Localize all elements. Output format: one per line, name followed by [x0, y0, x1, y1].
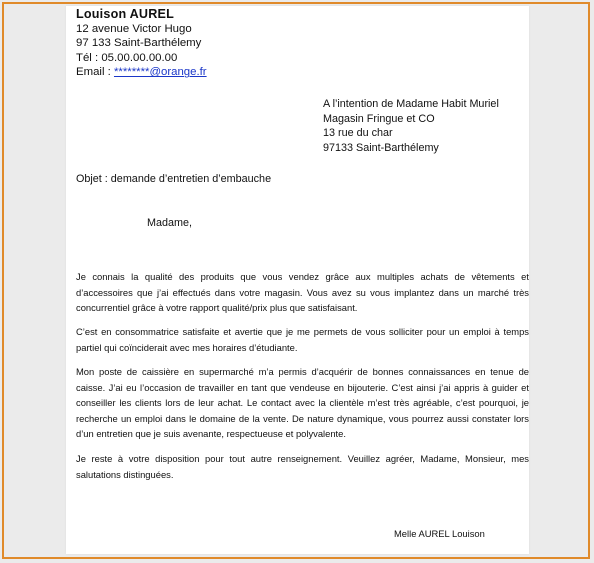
sender-name: Louison AUREL: [76, 7, 174, 21]
recipient-line-4: 97133 Saint-Barthélemy: [323, 141, 439, 154]
recipient-block: [323, 97, 499, 155]
recipient-line-3: 13 rue du char: [323, 127, 393, 140]
signature: Melle AUREL Louison: [394, 528, 485, 539]
email-link[interactable]: ********@orange.fr: [113, 66, 207, 79]
email-label: Email :: [76, 66, 114, 79]
subject-line: Objet : demande d’entretien d’embauche: [76, 173, 272, 185]
sender-city: 97 133 Saint-Barthélemy: [76, 37, 202, 50]
sender-email-line: [76, 65, 207, 80]
paragraph-3: Mon poste de caissière en supermarché m’a permis d’acquérir de bonnes connaissances en tenue de caisse. J’ai eu l’occasion de travailler en tant que vendeuse en bijouterie. C’est ainsi j’ai appris à guider et conseiller les clients lors de leur achat. Le contact avec la clientèle m’est très agréable, c’est pourquoi, je recherche un emploi dans le domaine de la vente. De nature dynamique, vous pourrez aussi constater lors d’un entretien que je suis avenante, respectueuse et polyvalente.: [76, 366, 529, 439]
recipient-line-1: A l’intention de Madame Habit Muriel: [323, 98, 499, 110]
paragraph-1: Je connais la qualité des produits que vous vendez grâce aux multiples achats de vêtements et d’accessoires que j’ai effectués dans votre magasin. Vous avez su vous implantez dans un marché très concurrentiel grâce à votre rapport qualité/prix plus que satisfaisant.: [76, 271, 529, 313]
recipient-line-2: Magasin Fringue et CO: [323, 112, 435, 125]
sender-block: [76, 7, 207, 80]
salutation: Madame,: [147, 217, 193, 229]
sender-street: 12 avenue Victor Hugo: [76, 22, 192, 35]
sender-phone: Tél : 05.00.00.00.00: [76, 51, 178, 64]
paragraph-2: C’est en consommatrice satisfaite et avertie que je me permets de vous solliciter pour un emploi à temps partiel qui coïnciderait avec mes horaires d’étudiante.: [76, 326, 529, 353]
paragraph-4: Je reste à votre disposition pour tout autre renseignement. Veuillez agréer, Madame, Monsieur, mes salutations distinguées.: [76, 453, 529, 480]
